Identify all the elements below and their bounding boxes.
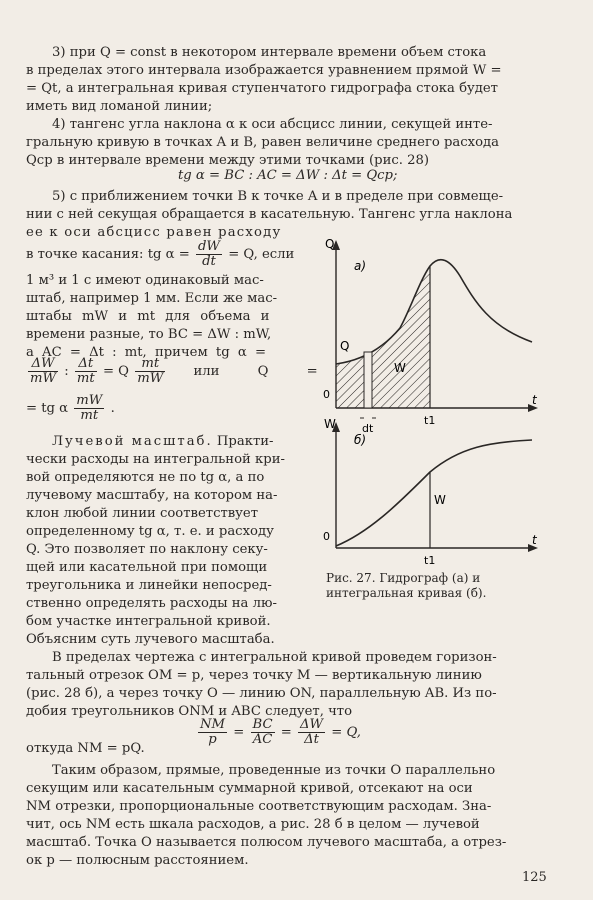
text-line: 4) тангенс угла наклона α к оси абсцисс линии, секущей инте- <box>52 117 493 132</box>
fraction-dw-dt <box>196 240 222 269</box>
dt-label: dt <box>362 422 374 435</box>
origin-label: 0 <box>323 388 330 401</box>
curve-label-q: Q <box>340 339 350 353</box>
figure-27 <box>310 232 550 572</box>
text-line: откуда NM = pQ. <box>26 741 145 756</box>
denominator: mt <box>80 408 99 423</box>
formula-tg-alpha: tg α = BC : AC = ΔW : Δt = Qср; <box>178 168 398 183</box>
text: = Q, <box>331 725 361 740</box>
text: : <box>64 364 69 379</box>
dt-strip <box>364 352 372 408</box>
text-line: Объясним суть лучевого масштаба. <box>26 632 275 647</box>
text-line: Таким образом, прямые, проведенные из точки O параллельно <box>52 763 496 778</box>
numerator: mt <box>135 357 165 372</box>
denominator: Δt <box>304 732 319 747</box>
text-line: штаб, например 1 мм. Если же мас- <box>26 291 278 306</box>
fraction <box>75 357 97 386</box>
fraction <box>298 718 325 747</box>
text-line: Qср в интервале времени между этими точками (рис. 28) <box>26 153 430 168</box>
text-line: вой определяются не по tg α, а по <box>26 470 265 485</box>
denominator: dt <box>202 254 216 269</box>
text-line: = Qt, а интегральная кривая ступенчатого гидрографа стока будет <box>26 81 498 96</box>
text-line: ок p — полюсным расстоянием. <box>26 853 249 868</box>
denominator: p <box>208 732 217 747</box>
fraction <box>135 357 165 386</box>
axis-label-w: W <box>324 417 336 431</box>
text-line: ее к оси абсцисс равен расходу <box>26 225 282 240</box>
fraction <box>251 718 275 747</box>
text: = Q, если <box>228 247 295 262</box>
fraction <box>198 718 227 747</box>
text-line: В пределах чертежа с интегральной кривой проведем горизон- <box>52 650 497 665</box>
text: = Q <box>102 364 129 379</box>
text-line: секущим или касательным суммарной кривой, отсекают на оси <box>26 781 473 796</box>
panel-label-a: а) <box>354 259 367 273</box>
panel-label-b: б) <box>354 433 367 447</box>
figure-caption: Рис. 27. Гидрограф (а) и интегральная кривая (б). <box>326 571 487 600</box>
formula-proportion <box>196 718 361 747</box>
text: = tg α <box>26 401 69 416</box>
integral-curve-plot <box>323 417 538 567</box>
text: = <box>280 725 292 740</box>
text-line: нии с ней секущая обращается в касательную. Тангенс угла наклона <box>26 207 513 222</box>
text-line: щей или касательной при помощи <box>26 560 268 575</box>
denominator: AC <box>252 732 273 747</box>
t1-label: t1 <box>424 414 436 427</box>
numerator: dW <box>197 239 220 254</box>
numerator: NM <box>200 717 226 732</box>
numerator: ΔW <box>28 357 58 372</box>
text-line: треугольника и линейки непосред- <box>26 578 272 593</box>
denominator: mW <box>30 371 57 386</box>
text-line: тальный отрезок OM = p, через точку M — вертикальную линию <box>26 668 482 683</box>
text: или Q = <box>193 364 318 379</box>
text-line: чит, ось NM есть шкала расходов, а рис. 28 б в целом — лучевой <box>26 817 480 832</box>
axis-label-t: t <box>532 533 537 547</box>
hatched-area <box>336 266 430 408</box>
text-line: добия треугольников ONM и ABC следует, что <box>26 704 353 719</box>
w-label: W <box>434 493 446 507</box>
text-line: в пределах этого интервала изображается уравнением прямой W = <box>26 63 502 78</box>
text-line: времени разные, то BC = ΔW : mW, <box>26 327 272 342</box>
text-line: определенному tg α, т. е. и расходу <box>26 524 274 539</box>
text-line: лучевому масштабу, на котором на- <box>26 488 278 503</box>
t1-label: t1 <box>424 554 436 567</box>
text-line: 3) при Q = const в некотором интервале времени объем стока <box>52 45 487 60</box>
axis-label-t: t <box>532 393 537 407</box>
denominator: mW <box>137 371 164 386</box>
numerator: BC <box>252 717 273 732</box>
text-line: NM отрезки, пропорциональные соответствующим расходам. Зна- <box>26 799 492 814</box>
formula-line <box>26 357 318 386</box>
text-line: гральную кривую в точках A и B, равен величине среднего расхода <box>26 135 500 150</box>
text-line: ственно определять расходы на лю- <box>26 596 277 611</box>
numerator: Δt <box>75 357 97 372</box>
area-label-w: W <box>394 361 406 375</box>
denominator: mt <box>76 371 95 386</box>
text-line: масштаб. Точка O называется полюсом лучевого масштаба, а отрез- <box>26 835 507 850</box>
hydrograph-plot <box>323 237 538 435</box>
numerator: mW <box>76 393 103 408</box>
text: . <box>110 401 115 416</box>
text-line: штабы mW и mt для объема и <box>26 309 270 324</box>
axis-label-q: Q <box>325 237 335 251</box>
text-line: 5) с приближением точки B к точке A и в пределе при совмеще- <box>52 189 504 204</box>
text-line: Q. Это позволяет по наклону секу- <box>26 542 268 557</box>
page-number: 125 <box>522 870 547 885</box>
formula-line <box>26 394 115 423</box>
text-line: иметь вид ломаной линии; <box>26 99 213 114</box>
fraction <box>74 394 104 423</box>
formula-line <box>26 240 294 269</box>
text: в точке касания: tg α = <box>26 247 190 262</box>
text-line: (рис. 28 б), а через точку O — линию ON, параллельную AB. Из по- <box>26 686 497 701</box>
text-line: клон любой линии соответствует <box>26 506 259 521</box>
text-line: чески расходы на интегральной кри- <box>26 452 285 467</box>
text-line: а AC = Δt : mt, причем tg α = <box>26 345 267 360</box>
text-line: 1 м³ и 1 с имеют одинаковый мас- <box>26 273 264 288</box>
fraction <box>28 357 58 386</box>
origin-label: 0 <box>323 530 330 543</box>
hydrograph-curve <box>336 260 532 364</box>
text: Практи- <box>216 434 274 449</box>
text-line: бом участке интегральной кривой. <box>26 614 271 629</box>
text-line <box>26 433 274 450</box>
section-heading: Лучевой масштаб. <box>52 434 213 449</box>
text: = <box>233 725 245 740</box>
numerator: ΔW <box>300 717 324 732</box>
